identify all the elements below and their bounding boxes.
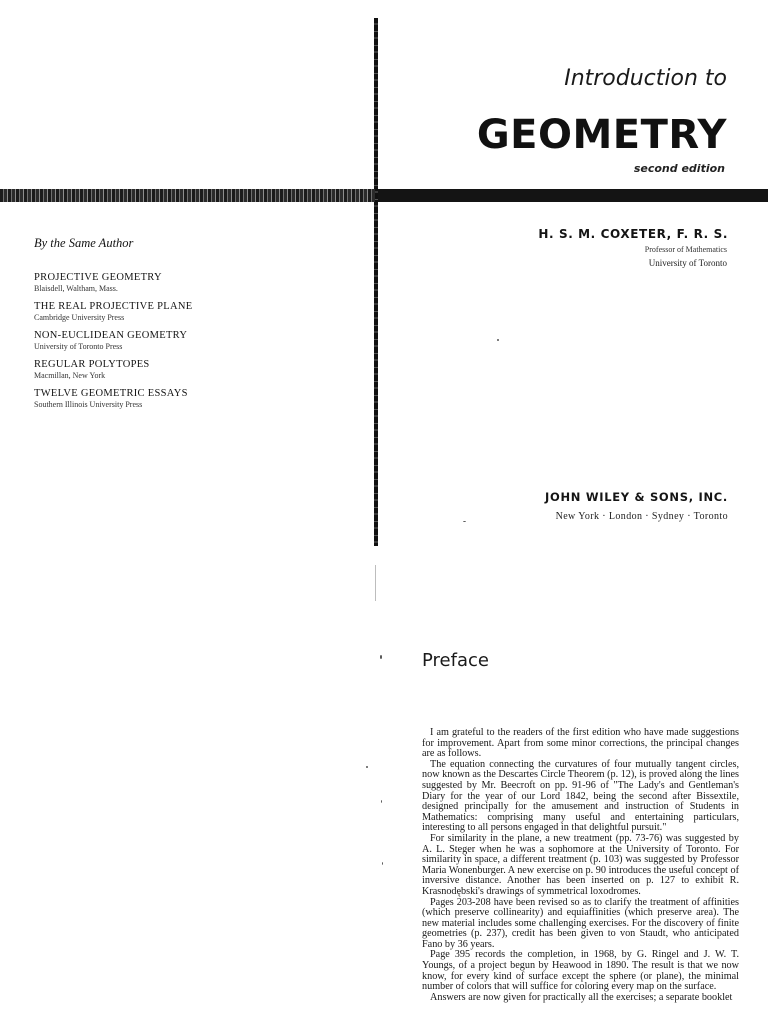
other-books-list [34, 272, 334, 409]
book-spine-tail [375, 565, 376, 601]
preface-paragraph: Pages 203-208 have been revised so as to clarify the treatment of affinities (which preserve collinearity) and equiaffinities (which preserve area). The new material includes some challenging exercises. For the discovery of finite geometries (p. 237), credit has been given to von Staudt, who anticipated Fano by 36 years. [422, 896, 739, 950]
book-spine-fold [374, 18, 378, 546]
list-item [34, 272, 334, 294]
book-list-title: THE REAL PROJECTIVE PLANE [34, 301, 193, 312]
preface-paragraph: Answers are now given for practically all the exercises; a separate booklet [430, 991, 733, 1003]
author-affiliation: University of Toronto [648, 258, 727, 268]
preface-paragraph: For similarity in the plane, a new treatment (pp. 73-76) was suggested by A. L. Steger when he was a sophomore at the University of Toronto. For similarity in space, a different treatment (p. 103) was suggested by Professor Maria Wonenburger. A new exercise on p. 90 introduces the useful concept of inversive distance. Another has been inserted on p. 127 to exhibit R. Krasnodębski's drawings of symmetrical loxodromes. [422, 832, 739, 897]
preface-paragraph: The equation connecting the curvatures of four mutually tangent circles, now known as the Descartes Circle Theorem (p. 12), is proved along the lines suggested by Mr. Beecroft on pp. 91-96 of "The Lady's and Gentleman's Diary for the year of our Lord 1842, being the second after Bissextile, designed principally for the amusement and instruction of Students in Mathematics: comprising many useful and entertaining particulars, interesting to all persons engaged in that delightful pursuit." [422, 758, 739, 834]
title-intro: Introduction to [564, 66, 727, 91]
preface-heading: Preface [422, 650, 489, 671]
scan-speck [382, 862, 383, 865]
preface-body [422, 728, 739, 1003]
author-position: Professor of Mathematics [644, 245, 727, 254]
preface-paragraph: I am grateful to the readers of the first edition who have made suggestions for improvement. Apart from some minor corrections, the principal changes are as follows. [422, 727, 739, 760]
scan-speck [366, 766, 368, 768]
book-list-publisher: Southern Illinois University Press [34, 400, 143, 409]
author-name: H. S. M. COXETER, F. R. S. [538, 227, 728, 241]
scan-speck [497, 339, 499, 341]
edition-label: second edition [633, 162, 725, 175]
book-list-title: PROJECTIVE GEOMETRY [34, 272, 162, 283]
book-list-publisher: Macmillan, New York [34, 371, 106, 380]
book-list-publisher: Blaisdell, Waltham, Mass. [34, 284, 118, 293]
book-list-title: NON-EUCLIDEAN GEOMETRY [34, 330, 188, 341]
book-list-title: TWELVE GEOMETRIC ESSAYS [34, 388, 188, 399]
scan-speck [463, 521, 466, 522]
publisher-name: JOHN WILEY & SONS, INC. [545, 490, 728, 504]
publisher-cities: New York · London · Sydney · Toronto [555, 511, 728, 522]
same-author-heading: By the Same Author [34, 236, 134, 250]
book-list-publisher: Cambridge University Press [34, 313, 125, 322]
book-list-publisher: University of Toronto Press [34, 342, 123, 351]
list-item [34, 388, 334, 410]
scan-speck [380, 655, 382, 659]
list-item [34, 359, 334, 381]
scan-speck [381, 800, 382, 803]
list-item [34, 330, 334, 352]
title-band-left [0, 189, 375, 202]
book-list-title: REGULAR POLYTOPES [34, 359, 150, 370]
title-band-right [378, 189, 768, 202]
preface-paragraph: Page 395 records the completion, in 1968, by G. Ringel and J. W. T. Youngs, of a project begun by Heawood in 1890. The result is that we now know, for every kind of surface except the sphere (or plane), the minimal number of colors that will suffice for coloring every map on the surface. [422, 949, 739, 993]
book-title: GEOMETRY [476, 112, 727, 158]
list-item [34, 301, 334, 323]
